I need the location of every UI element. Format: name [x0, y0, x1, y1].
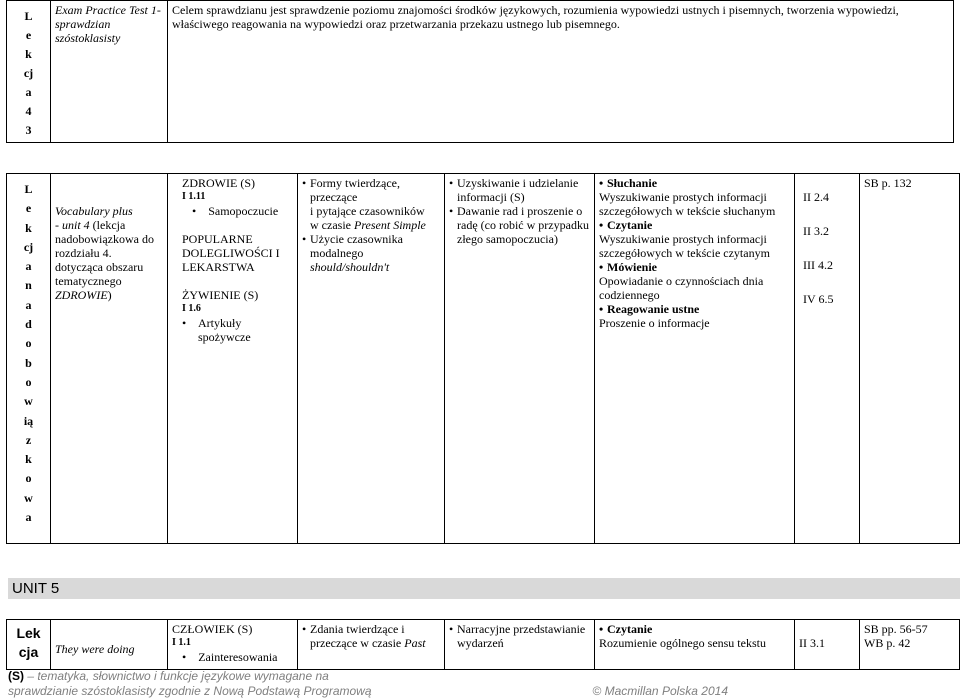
vertical-letter: k	[25, 47, 32, 61]
thematic-areas: CZŁOWIEK (S) I 1.1 • Zainteresowania	[168, 620, 298, 670]
vertical-letter: a	[25, 510, 32, 525]
materials: SB pp. 56-57 WB p. 42	[860, 620, 960, 670]
vertical-letter: a	[25, 85, 32, 99]
lesson-description: Celem sprawdzianu jest sprawdzenie poziomu znajomości środków językowych, rozumienia wypowiedzi ustnych i pisemnych, tworzenia wypowiedzi, właściwego reagowania na wypowiedzi oraz przetwarzania przekazu ustnego lub pisemnego.	[168, 1, 954, 143]
lesson-topic: Vocabulary plus - unit 4 (lekcja nadobowiązkowa do rozdziału 4. dotycząca obszaru tematycznego ZDROWIE)	[51, 174, 168, 544]
language-skills: • Czytanie Rozumienie ogólnego sensu tekstu	[595, 620, 795, 670]
vertical-letter: o	[25, 336, 32, 351]
vertical-letter: k	[25, 452, 32, 467]
grammar-structures: • Formy twierdzące, przeczące i pytające czasowników w czasie Present Simple • Użycie czasownika modalnego should/shouldn't	[298, 174, 445, 544]
unit5-table	[6, 619, 960, 670]
vertical-letter: cj	[23, 239, 34, 254]
vertical-letter: 3	[25, 123, 32, 137]
curriculum-codes: II 3.1	[795, 620, 860, 670]
vertical-letter: L	[24, 182, 33, 196]
exam-test-table	[6, 0, 954, 143]
footer	[8, 669, 948, 699]
vocabulary-plus-table	[6, 173, 960, 544]
vertical-letter: ią	[23, 413, 34, 428]
vertical-letter: 4	[25, 104, 32, 118]
lesson-vertical-label: Lek cja	[7, 620, 51, 670]
copyright: © Macmillan Polska 2014	[592, 684, 728, 698]
vertical-letter: cj	[23, 66, 34, 80]
language-functions: • Narracyjne przedstawianie wydarzeń	[445, 620, 595, 670]
thematic-areas: ZDROWIE (S) I 1.11 • Samopoczucie POPULARNE DOLEGLIWOŚCI I LEKARSTWA ŻYWIENIE (S) I 1.6 • Artykuły spożywcze	[168, 174, 298, 544]
lesson-vertical-label	[7, 174, 51, 544]
vertical-letter: k	[25, 220, 32, 235]
grammar-structures: • Zdania twierdzące i przeczące w czasie Past	[298, 620, 445, 670]
vertical-letter: d	[25, 317, 32, 332]
vertical-letter: e	[25, 28, 32, 42]
footer-s-marker: (S)	[8, 669, 24, 683]
vertical-letter: w	[24, 394, 33, 409]
vertical-letter: n	[25, 278, 32, 293]
vertical-letter: a	[25, 297, 32, 312]
unit-heading: UNIT 5	[8, 578, 960, 599]
vertical-letter: a	[25, 259, 32, 274]
curriculum-codes: II 2.4 II 3.2 III 4.2 IV 6.5	[795, 174, 860, 544]
language-skills: • Słuchanie Wyszukiwanie prostych informacji szczegółowych w tekście słuchanym • Czytanie Wyszukiwanie prostych informacji szczegółowych w tekście czytanym • Mówienie Opowiadanie o czynnościach dnia codziennego • Reagowanie ustne Proszenie o informacje	[595, 174, 795, 544]
language-functions: • Uzyskiwanie i udzielanie informacji (S) • Dawanie rad i proszenie o radę (co robić w przypadku złego samopoczucia)	[445, 174, 595, 544]
vertical-letter: o	[25, 374, 32, 389]
vertical-letter: z	[25, 432, 32, 447]
vertical-letter: o	[25, 471, 32, 486]
vertical-letter: w	[24, 490, 33, 505]
lesson-topic: They were doing	[51, 620, 168, 670]
footer-note-line2: sprawdzianie szóstoklasisty zgodnie z Nową Podstawą Programową	[8, 684, 372, 698]
footer-note-line1: (S) – tematyka, słownictwo i funkcje językowe wymagane na	[8, 669, 329, 683]
vertical-letter: b	[25, 355, 32, 370]
materials: SB p. 132	[860, 174, 960, 544]
vertical-letter: e	[25, 201, 32, 216]
lesson-vertical-label	[7, 1, 51, 143]
lesson-topic: Exam Practice Test 1- sprawdzian szóstoklasisty	[51, 1, 168, 143]
vertical-letter: L	[24, 9, 33, 23]
